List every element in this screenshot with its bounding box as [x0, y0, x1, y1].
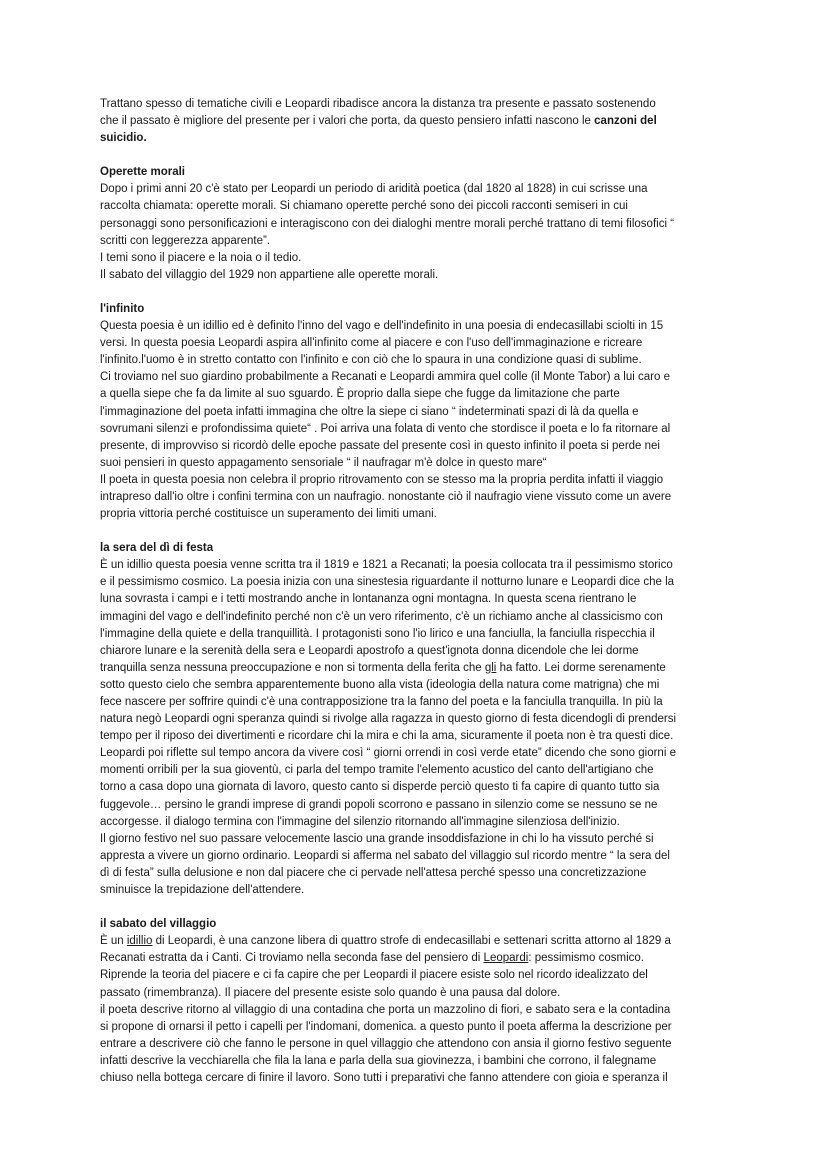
- text-line: suoi pensieri in questo appagamento sensoriale “ il naufragar m'è dolce in questo mare“: [100, 456, 547, 469]
- section-sabato-del-villaggio: [100, 916, 732, 1087]
- text-line: chiarore lunare e la serenità della sera e Leopardi apostrofo a quest'ignota donna dicendole che lei dorme: [100, 644, 639, 657]
- underlined-word: idillio: [126, 935, 153, 948]
- section-heading: il sabato del villaggio: [100, 918, 217, 931]
- text-line: sminuisce la trepidazione dell'attendere.: [100, 884, 305, 897]
- text-line: Ci troviamo nel suo giardino probabilmente a Recanati e Leopardi ammira quel colle (il Monte Tabor) a lui caro e: [100, 371, 670, 384]
- text-line: sotto questo cielo che sembra apparentemente buono alla vista (ideologia della natura come matrigna) che mi: [100, 678, 660, 691]
- text-span: Recanati estratta da i Canti. Ci troviamo nella seconda fase del pensiero di: [100, 952, 484, 965]
- text-line: raccolta chiamata: operette morali. Si chiamano operette perché sono dei piccoli racconti semiseri in cui: [100, 200, 628, 213]
- intro-paragraph: [100, 96, 732, 147]
- text-line: [100, 113, 732, 130]
- text-line: l'infinito.l'uomo è in stretto contatto con l'infinito e con ciò che lo spaura in una condizione quasi di sublime.: [100, 354, 642, 367]
- bold-term: suicidio.: [100, 132, 147, 145]
- text-line: immagini del vago e dell'indefinito perché non c'è un vero riferimento, c'è un richiamo anche al classicismo con: [100, 610, 663, 623]
- text-line: personaggi sono personificazioni e interagiscono con dei dialoghi mentre morali perché trattano di temi filosofici “: [100, 217, 675, 230]
- text-line: Il sabato del villaggio del 1929 non appartiene alle operette morali.: [100, 268, 439, 281]
- text-line: Dopo i primi anni 20 c'è stato per Leopardi un periodo di aridità poetica (dal 1820 al 1828) in cui scrisse una: [100, 183, 648, 196]
- text-line: passato (rimembranza). Il piacere del presente esiste solo quando è una pausa dal dolore.: [100, 986, 561, 999]
- section-heading: l'infinito: [100, 302, 145, 315]
- underlined-word: Leopardi: [483, 952, 529, 965]
- text-line: Trattano spesso di tematiche civili e Leopardi ribadisce ancora la distanza tra presente e passato sostenendo: [100, 98, 656, 110]
- text-line: Riprende la teoria del piacere e ci fa capire che per Leopardi il piacere esiste solo nel ricordo idealizzato del: [100, 969, 648, 982]
- text-line: propria vittoria perché costituisce un superamento dei limiti umani.: [100, 508, 437, 521]
- text-line: tempo per il riposo dei divertimenti e ricordare chi la mira e chi la ama, sicuramente il poeta non è tra questi dice.: [100, 730, 674, 743]
- text-line: il poeta descrive ritorno al villaggio di una contadina che porta un mazzolino di fiori, e sabato sera e la contadina: [100, 1003, 671, 1016]
- text-line: a quella siepe che fa da limite al suo sguardo. È proprio dalla siepe che fugge da limitazione che parte: [100, 388, 620, 401]
- text-line: entrare a descrivere ciò che fanno le persone in quel villaggio che attendono con ansia il giorno festivo seguente: [100, 1037, 672, 1050]
- text-line: È un idillio questa poesia venne scritta tra il 1819 e 1821 a Recanati; la poesia collocata tra il pessimismo storico: [100, 559, 673, 572]
- text-line: versi. In questa poesia Leopardi aspira all'infinito come al piacere e con l'uso dell'immaginazione e ricreare: [100, 337, 643, 350]
- text-line: luna sovrasta i campi e i tetti mostrando anche in lontananza ogni montagna. In questa scena rientrano le: [100, 593, 637, 606]
- text-line: Il poeta in questa poesia non celebra il proprio ritrovamento con se stesso ma la propria perdita infatti il viaggio: [100, 473, 664, 486]
- text-line: I temi sono il piacere e la noia o il tedio.: [100, 251, 302, 264]
- text-line: torno a casa dopo una giornata di lavoro, questo canto si disperde perciò questo ti fa capire di quanto tutto sia: [100, 781, 660, 794]
- document-page: [100, 96, 732, 1087]
- text-line: dì di festa” sulla delusione e non dal piacere che ci pervade nell'attesa perché spesso una concretizzazione: [100, 866, 647, 879]
- text-line: infatti descrive la vecchiarella che fila la lana e parla della sua giovinezza, i bambini che corrono, il falegname: [100, 1054, 657, 1067]
- underlined-word: gli: [484, 661, 497, 674]
- text-span: : pessimismo cosmico.: [528, 952, 644, 965]
- text-line: l'immagine della quiete e della tranquillità. I protagonisti sono l'io lirico e una fanciulla, la fanciulla rispecchia il: [100, 627, 655, 640]
- text-span: ha fatto. Lei dorme serenamente: [496, 661, 666, 674]
- text-span: È un: [100, 935, 127, 948]
- text-line: [100, 950, 732, 967]
- text-line: chiuso nella bottega cercare di finire il lavoro. Sono tutti i preparativi che fanno attendere con gioia e speranza il: [100, 1071, 668, 1084]
- text-line: natura negò Leopardi ogni speranza quindi si rivolge alla ragazza in questo giorno di festa dicendogli di prendersi: [100, 713, 677, 726]
- text-line: sovrumani silenzi e profondissima quiete“ . Poi arriva una folata di vento che stordisce il poeta e lo fa ritornare al: [100, 422, 671, 435]
- text-line: presente, di improvviso si ricordò delle epoche passate del presente così in questo infinito il poeta si perde nei: [100, 439, 660, 452]
- text-line: accorgesse. il dialogo termina con l'immagine del silenzio ritornando all'immagine silenziosa dell'inizio.: [100, 815, 620, 828]
- bold-term: canzoni del: [594, 115, 657, 128]
- text-line: e il pessimismo cosmico. La poesia inizia con una sinestesia riguardante il notturno lunare e Leopardi dice che la: [100, 576, 675, 589]
- text-line: scritti con leggerezza apparente”.: [100, 234, 271, 247]
- text-line: si propone di ornarsi il petto i capelli per l'indomani, domenica. a questo punto il poeta afferma la descrizione per: [100, 1020, 672, 1033]
- section-heading: Operette morali: [100, 166, 185, 179]
- text-line: l'immaginazione del poeta infatti immagina che oltre la siepe ci siano “ indeterminati spazi di là da quella e: [100, 405, 639, 418]
- section-heading: la sera del dì di festa: [100, 542, 214, 555]
- text-span: che il passato è migliore del presente per i valori che porta, da questo pensiero infatti nascono le: [100, 115, 595, 128]
- section-sera-del-di-di-festa: [100, 540, 732, 899]
- text-line: intrapreso dall'io oltre i confini termina con un naufragio. nonostante ciò il naufragio viene vissuto come un avere: [100, 490, 672, 503]
- section-operette-morali: [100, 164, 732, 284]
- text-line: appresta a vivere un giorno ordinario. Leopardi si afferma nel sabato del villaggio sul ricordo mentre “ la sera del: [100, 849, 670, 862]
- text-line: [100, 933, 732, 950]
- text-span: di Leopardi, è una canzone libera di quattro strofe di endecasillabi e settenari scritta attorno al 1829 a: [152, 935, 671, 948]
- text-line: Leopardi poi riflette sul tempo ancora da vivere così “ giorni orrendi in così verde etate” dicendo che sono giorni e: [100, 747, 676, 760]
- text-span: tranquilla senza nessuna preoccupazione e non si tormenta della ferita che: [100, 661, 485, 674]
- text-line: Questa poesia è un idillio ed è definito l'inno del vago e dell'indefinito in una poesia di endecasillabi sciolti in 15: [100, 320, 664, 333]
- text-line: Il giorno festivo nel suo passare velocemente lascio una grande insoddisfazione in chi lo ha vissuto perché si: [100, 832, 654, 845]
- text-line: momenti orribili per la sua gioventù, ci parla del tempo tramite l'elemento acustico del canto dell'artigiano che: [100, 764, 654, 777]
- text-line: fece nascere per soffrire quindi c'è una contrapposizione tra la fanno del poeta e la fanciulla tranquilla. In più la: [100, 696, 663, 708]
- text-line: [100, 660, 732, 677]
- text-line: fuggevole… persino le grandi imprese di grandi popoli scorrono e passano in silenzio come se nessuno se ne: [100, 798, 658, 811]
- section-infinito: [100, 301, 732, 523]
